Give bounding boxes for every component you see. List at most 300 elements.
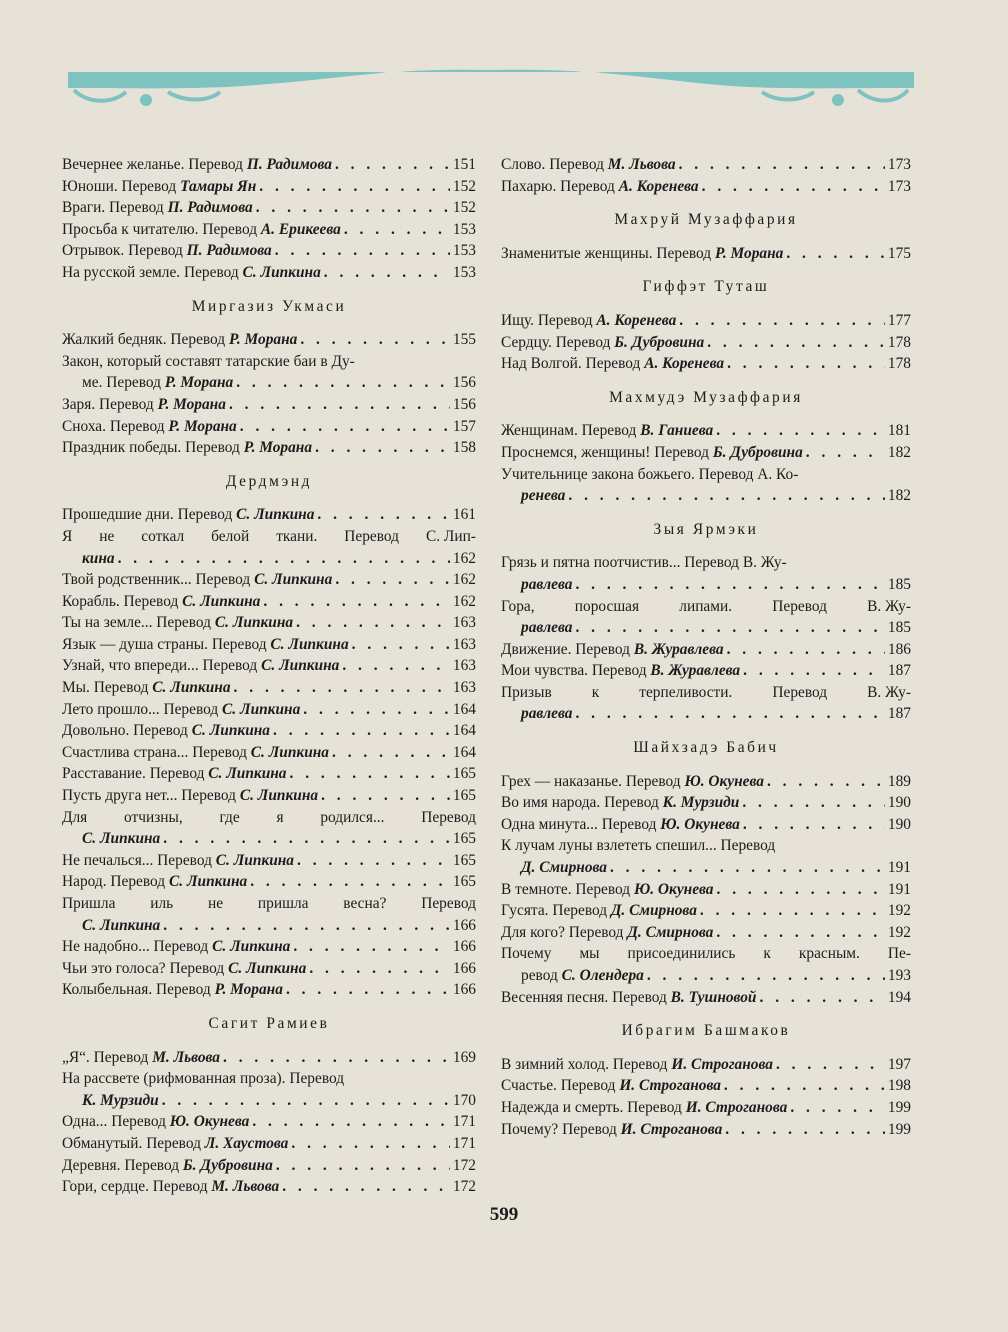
toc-entry-line — [501, 792, 911, 814]
toc-entry-line — [62, 329, 476, 351]
toc-entry-translator: С. Липкина — [212, 938, 291, 956]
toc-entry-translator: Б. Дубровина — [182, 1156, 273, 1174]
toc-entry-title: Счастлива страна... Перевод — [62, 743, 251, 761]
toc-entry-text — [62, 871, 247, 893]
author-heading: Сагит Рамиев — [208, 1014, 330, 1032]
toc-entry-word: К лучам луны взлететь спешил... Перевод — [501, 837, 776, 855]
toc-entry-word: поросшая — [574, 597, 640, 615]
toc-entry-page: 172 — [452, 1178, 476, 1196]
toc-entry-title: Не печалься... Перевод — [62, 851, 216, 869]
toc-entry-text — [62, 1176, 279, 1198]
leader-dots — [303, 699, 450, 721]
toc-entry — [501, 1054, 911, 1076]
toc-entry-page: 173 — [887, 177, 911, 195]
toc-entry-line — [62, 1133, 476, 1155]
toc-entry-translator: равлева — [521, 705, 573, 723]
toc-entry — [62, 329, 476, 351]
toc-entry-title: Вечернее желанье. Перевод — [62, 156, 247, 173]
author-heading: Махруй Музаффария — [614, 211, 798, 229]
toc-entry-title: Знаменитые женщины. Перевод — [501, 244, 715, 262]
toc-entry-text — [82, 372, 233, 394]
toc-entry-first-line — [62, 807, 476, 829]
toc-entry-translator: С. Липкина — [222, 700, 301, 718]
toc-entry-text — [62, 677, 231, 699]
toc-entry-translator: В. Ганиева — [640, 422, 714, 440]
toc-entry-title: Язык — душа страны. Перевод — [62, 635, 271, 653]
toc-entry — [501, 310, 911, 332]
toc-entry-translator: И. Строганова — [685, 1098, 788, 1116]
toc-entry-translator: С. Липкина — [270, 635, 349, 653]
toc-entry-text — [62, 785, 318, 807]
toc-entry-title: В темноте. Перевод — [501, 880, 634, 898]
toc-entry-word: Перевод — [421, 808, 476, 826]
toc-entry-text — [501, 353, 724, 375]
toc-entry-title: Пахарю. Перевод — [501, 177, 619, 195]
toc-entry-word: белой — [211, 527, 250, 545]
toc-entry-title: Гусята. Перевод — [501, 902, 611, 920]
toc-entry — [501, 771, 911, 793]
toc-entry-line — [501, 639, 911, 661]
toc-entry-title: Проснемся, женщины! Перевод — [501, 443, 713, 461]
leader-dots — [352, 634, 450, 656]
toc-entry-title: Твой родственник... Перевод — [62, 571, 255, 589]
header-ornament — [68, 58, 914, 110]
toc-entry-page: 191 — [887, 859, 911, 877]
leader-dots — [727, 639, 885, 661]
toc-entry-text — [62, 219, 341, 241]
leader-dots — [700, 900, 885, 922]
toc-entry-page: 177 — [887, 311, 911, 329]
toc-entry-first-line — [501, 835, 911, 857]
toc-entry — [62, 979, 476, 1001]
toc-entry — [501, 552, 911, 595]
toc-entry-line — [62, 612, 476, 634]
toc-entry-title: Мои чувства. Перевод — [501, 662, 651, 680]
toc-entry-page: 199 — [887, 1120, 911, 1138]
toc-entry-translator: С. Липкина — [191, 722, 270, 740]
toc-entry-page: 171 — [452, 1134, 476, 1152]
toc-entry — [501, 814, 911, 836]
toc-entry-translator: Ю. Окунева — [684, 772, 764, 790]
toc-entry-line — [62, 1111, 476, 1133]
toc-entry — [62, 197, 476, 219]
toc-entry-first-line — [501, 943, 911, 965]
toc-entry — [501, 176, 911, 198]
toc-entry-title: Чьи это голоса? Перевод — [62, 959, 229, 977]
leader-dots — [767, 771, 885, 793]
toc-entry-page: 199 — [887, 1098, 911, 1116]
toc-entry-text — [501, 176, 699, 198]
toc-entry-text — [62, 742, 329, 764]
leader-dots — [679, 310, 885, 332]
leader-dots — [342, 655, 450, 677]
toc-entry-title: Ищу. Перевод — [501, 311, 597, 329]
toc-entry-title: Заря. Перевод — [62, 395, 158, 413]
toc-entry-word: иль — [150, 895, 174, 912]
toc-entry-word: Пе- — [887, 945, 911, 963]
leader-dots — [707, 332, 885, 354]
toc-entry-word: Учительнице закона божьего. Перевод А. Ко- — [501, 465, 799, 483]
leader-dots — [163, 915, 450, 937]
toc-entry-line — [62, 569, 476, 591]
toc-entry — [501, 639, 911, 661]
toc-entry-translator: Ю. Окунева — [169, 1113, 250, 1131]
toc-entry-translator: П. Радимова — [246, 156, 332, 173]
toc-entry-page: 171 — [452, 1113, 476, 1131]
leader-dots — [275, 240, 450, 262]
toc-entry-text — [501, 243, 783, 265]
toc-entry-translator: Р. Морана — [243, 439, 313, 457]
toc-entry-title: ревод — [521, 967, 562, 984]
toc-entry-word: Перевод — [344, 527, 399, 545]
toc-entry-text — [501, 310, 676, 332]
toc-entry-word: В. Жу- — [867, 683, 911, 701]
toc-entry-line — [62, 372, 476, 394]
toc-entry — [501, 1119, 911, 1141]
toc-entry-title: Слово. Перевод — [501, 156, 608, 173]
toc-entry-page: 178 — [887, 333, 911, 351]
toc-entry-translator: Р. Морана — [164, 374, 234, 392]
toc-entry-word: Закон, который составят татарские баи в Ду- — [62, 352, 355, 370]
toc-entry-word: Грязь и пятна поотчистив... Перевод В. Жу- — [501, 554, 787, 572]
toc-entry-text — [501, 1075, 721, 1097]
leader-dots — [335, 569, 450, 591]
toc-entry-line — [501, 660, 911, 682]
toc-entry-page: 186 — [887, 640, 911, 658]
leader-dots — [236, 372, 450, 394]
leader-dots — [806, 442, 885, 464]
toc-entry-text — [521, 703, 572, 725]
toc-entry-text — [501, 154, 676, 176]
toc-entry-line — [62, 677, 476, 699]
toc-entry — [62, 1155, 476, 1177]
toc-right-column — [501, 154, 911, 1140]
toc-entry-word: не — [208, 895, 224, 912]
toc-entry-line — [62, 1176, 476, 1198]
toc-entry-title: Жалкий бедняк. Перевод — [62, 331, 229, 349]
toc-entry-text — [62, 394, 226, 416]
toc-entry-translator: равлева — [521, 575, 573, 593]
toc-entry-line — [62, 504, 476, 526]
toc-entry — [62, 785, 476, 807]
toc-entry — [501, 922, 911, 944]
toc-entry-line — [62, 850, 476, 872]
leader-dots — [276, 1155, 450, 1177]
toc-entry-translator: С. Липкина — [250, 743, 330, 761]
toc-entry-word: На рассвете (рифмованная проза). Перевод — [62, 1070, 345, 1088]
leader-dots — [297, 850, 450, 872]
toc-entry-first-line — [501, 464, 911, 486]
leader-dots — [335, 154, 450, 176]
leader-dots — [250, 871, 450, 893]
toc-entry — [501, 353, 911, 375]
toc-entry-page: 166 — [452, 916, 476, 934]
toc-entry-title: Одна... Перевод — [62, 1113, 170, 1131]
toc-entry-text — [501, 639, 724, 661]
toc-entry-line — [62, 437, 476, 459]
toc-entry-word: не — [99, 527, 115, 545]
toc-entry-title: Деревня. Перевод — [62, 1156, 183, 1174]
toc-entry-line — [62, 699, 476, 721]
toc-entry-title: Лето прошло... Перевод — [62, 700, 223, 718]
toc-entry — [62, 569, 476, 591]
toc-entry-page: 156 — [452, 374, 476, 392]
toc-entry-word: В. Жу- — [867, 597, 911, 615]
toc-entry-line — [501, 1097, 911, 1119]
leader-dots — [790, 1097, 885, 1119]
toc-entry-title: Пусть друга нет... Перевод — [62, 787, 240, 805]
toc-entry-line — [62, 591, 476, 613]
toc-entry — [62, 807, 476, 850]
leader-dots — [717, 879, 885, 901]
toc-entry-text — [521, 965, 644, 987]
leader-dots — [162, 1090, 450, 1112]
toc-entry-translator: Тамары Ян — [180, 177, 257, 195]
toc-entry — [62, 655, 476, 677]
toc-entry-page: 162 — [452, 549, 476, 567]
toc-entry-word: Перевод — [772, 597, 827, 615]
toc-entry-line — [501, 987, 911, 1009]
toc-entry-title: В зимний холод. Перевод — [501, 1055, 672, 1073]
toc-entry-word: к — [763, 945, 771, 963]
toc-entry-text — [62, 1133, 288, 1155]
toc-entry-line — [62, 262, 476, 284]
author-heading: Махмудэ Музаффария — [609, 388, 803, 406]
toc-entry-translator: С. Олендера — [561, 967, 644, 984]
toc-entry-page: 166 — [452, 938, 476, 956]
leader-dots — [679, 154, 885, 176]
toc-entry — [501, 900, 911, 922]
toc-entry-title: Расставание. Перевод — [62, 765, 209, 783]
toc-entry-line — [501, 879, 911, 901]
leader-dots — [315, 437, 450, 459]
toc-entry-title: Грех — наказанье. Перевод — [501, 772, 685, 790]
toc-entry-text — [501, 442, 803, 464]
toc-entry-line — [501, 814, 911, 836]
toc-entry-translator: С. Липкина — [82, 916, 161, 934]
toc-entry-text — [82, 548, 115, 570]
toc-entry-title: Сердцу. Перевод — [501, 333, 615, 351]
toc-entry-translator: Ю. Окунева — [660, 815, 740, 833]
toc-entry — [62, 742, 476, 764]
toc-entry-page: 192 — [887, 902, 911, 920]
toc-entry-text — [501, 900, 697, 922]
toc-entry-page: 155 — [452, 331, 476, 349]
toc-entry-title: Довольно. Перевод — [62, 722, 192, 740]
toc-entry-text — [62, 634, 349, 656]
toc-entry-text — [62, 416, 237, 438]
toc-entry-text — [521, 485, 565, 507]
toc-entry — [501, 420, 911, 442]
toc-entry — [62, 351, 476, 394]
toc-entry-translator: С. Липкина — [182, 592, 261, 610]
toc-entry-page: 162 — [452, 592, 476, 610]
toc-entry-word: терпеливости. — [639, 683, 733, 701]
toc-entry-translator: К. Мурзиди — [82, 1091, 159, 1109]
toc-entry-line — [62, 828, 476, 850]
toc-entry — [501, 154, 911, 176]
toc-entry-line — [501, 703, 911, 725]
toc-entry — [62, 416, 476, 438]
leader-dots — [568, 485, 885, 507]
toc-entry-line — [501, 1075, 911, 1097]
toc-entry-word: пришла — [257, 895, 309, 912]
toc-entry-translator: Р. Морана — [229, 331, 298, 349]
toc-entry-line — [62, 979, 476, 1001]
toc-entry-translator: П. Радимова — [186, 242, 272, 260]
leader-dots — [240, 416, 450, 438]
leader-dots — [291, 1133, 450, 1155]
toc-entry-text — [521, 617, 572, 639]
toc-entry-title: Отрывок. Перевод — [62, 242, 187, 260]
toc-entry-text — [82, 828, 160, 850]
toc-entry-word: Пришла — [62, 895, 116, 912]
toc-entry-line — [501, 617, 911, 639]
toc-entry-line — [62, 915, 476, 937]
toc-entry — [62, 154, 476, 176]
toc-entry — [501, 596, 911, 639]
toc-entry — [501, 987, 911, 1009]
toc-entry-page: 185 — [887, 619, 911, 637]
leader-dots — [263, 591, 450, 613]
toc-entry-text — [501, 660, 740, 682]
toc-entry-page: 165 — [452, 830, 476, 848]
toc-entry-translator: А. Ерикеева — [260, 220, 341, 238]
leader-dots — [727, 353, 885, 375]
toc-entry-text — [62, 958, 306, 980]
toc-entry — [62, 437, 476, 459]
toc-entry-translator: М. Львова — [607, 156, 676, 173]
toc-entry-title: Во имя народа. Перевод — [501, 794, 663, 812]
toc-entry-title: Колыбельная. Перевод — [62, 981, 215, 999]
toc-entry-word: Перевод — [421, 895, 476, 912]
leader-dots — [743, 814, 885, 836]
toc-entry-text — [62, 154, 332, 176]
toc-entry — [62, 634, 476, 656]
toc-entry-word: весна? — [343, 895, 387, 912]
toc-entry-first-line — [62, 526, 476, 548]
toc-entry-page: 151 — [452, 156, 476, 173]
leader-dots — [252, 1111, 450, 1133]
toc-entry-translator: Д. Смирнова — [610, 902, 697, 920]
toc-entry-word: отчизны, — [124, 808, 183, 826]
toc-entry-title: ме. Перевод — [82, 374, 165, 392]
toc-entry-title: Гори, сердце. Перевод — [62, 1178, 212, 1196]
toc-entry-text — [62, 936, 290, 958]
toc-entry — [501, 682, 911, 725]
toc-entry-translator: С. Липкина — [215, 851, 294, 869]
toc-entry-page: 172 — [452, 1156, 476, 1174]
toc-entry — [62, 504, 476, 526]
toc-entry-line — [62, 763, 476, 785]
leader-dots — [317, 504, 450, 526]
toc-entry-text — [62, 329, 297, 351]
toc-entry-first-line — [62, 893, 476, 915]
leader-dots — [273, 720, 450, 742]
toc-entry-text — [82, 1090, 159, 1112]
toc-entry — [62, 612, 476, 634]
toc-entry-word: родился... — [320, 808, 385, 826]
toc-entry — [501, 792, 911, 814]
toc-entry-title: Не надобно... Перевод — [62, 938, 213, 956]
leader-dots — [256, 197, 450, 219]
toc-entry — [62, 871, 476, 893]
author-heading: Ибрагим Башмаков — [621, 1022, 791, 1040]
toc-entry-word: мы — [579, 945, 600, 963]
toc-entry-word: Гора, — [501, 597, 535, 615]
leader-dots — [282, 1176, 450, 1198]
toc-left-column — [62, 154, 476, 1198]
leader-dots — [259, 176, 450, 198]
toc-entry-title: Обманутый. Перевод — [62, 1134, 205, 1152]
toc-entry-translator: С. Липкина — [254, 571, 333, 589]
toc-entry-translator: Р. Морана — [715, 244, 784, 262]
leader-dots — [300, 329, 450, 351]
toc-entry-page: 163 — [452, 635, 476, 653]
toc-entry — [501, 442, 911, 464]
toc-entry-text — [62, 655, 339, 677]
toc-entry — [62, 1133, 476, 1155]
toc-entry-line — [62, 936, 476, 958]
toc-entry-word: Я — [62, 527, 73, 545]
leader-dots — [344, 219, 450, 241]
toc-entry-translator: Ю. Окунева — [633, 880, 714, 898]
toc-entry-first-line — [62, 1068, 476, 1090]
toc-entry-page: 169 — [452, 1048, 476, 1066]
toc-entry-title: Праздник победы. Перевод — [62, 439, 244, 457]
toc-entry — [62, 893, 476, 936]
toc-entry-page: 182 — [887, 443, 911, 461]
toc-entry-page: 192 — [887, 923, 911, 941]
toc-entry-line — [62, 871, 476, 893]
toc-entry-line — [62, 416, 476, 438]
toc-entry-line — [62, 1155, 476, 1177]
toc-entry-title: Ты на земле... Перевод — [62, 614, 215, 632]
toc-entry-page: 181 — [887, 422, 911, 440]
toc-entry — [62, 240, 476, 262]
toc-entry-translator: С. Липкина — [82, 830, 161, 848]
toc-entry-page: 157 — [452, 417, 476, 435]
toc-entry-title: Сноха. Перевод — [62, 417, 169, 435]
toc-entry-word: где — [219, 808, 240, 826]
toc-entry-translator: Р. Морана — [157, 395, 226, 413]
toc-entry-page: 166 — [452, 981, 476, 999]
toc-entry-text — [62, 612, 293, 634]
toc-entry-title: Народ. Перевод — [62, 873, 169, 891]
toc-entry — [501, 943, 911, 986]
leader-dots — [293, 936, 450, 958]
toc-entry-title: Прошедшие дни. Перевод — [62, 506, 237, 524]
toc-entry-translator: Д. Смирнова — [521, 859, 607, 877]
toc-entry-translator: Б. Дубровина — [614, 333, 705, 351]
toc-entry — [501, 243, 911, 265]
toc-entry-title: „Я“. Перевод — [62, 1048, 153, 1066]
toc-entry-text — [62, 504, 314, 526]
leader-dots — [290, 763, 450, 785]
toc-entry-line — [62, 154, 476, 176]
toc-entry-title: Весенняя песня. Перевод — [501, 988, 671, 1006]
toc-entry-page: 190 — [887, 794, 911, 812]
toc-entry — [62, 1111, 476, 1133]
toc-entry-translator: равлева — [521, 619, 573, 637]
toc-entry-page: 194 — [887, 988, 911, 1006]
toc-entry-word: я — [276, 808, 284, 826]
toc-entry-text — [521, 574, 572, 596]
leader-dots — [575, 574, 884, 596]
toc-entry-line — [501, 176, 911, 198]
toc-entry — [62, 936, 476, 958]
toc-entry-first-line — [501, 552, 911, 574]
